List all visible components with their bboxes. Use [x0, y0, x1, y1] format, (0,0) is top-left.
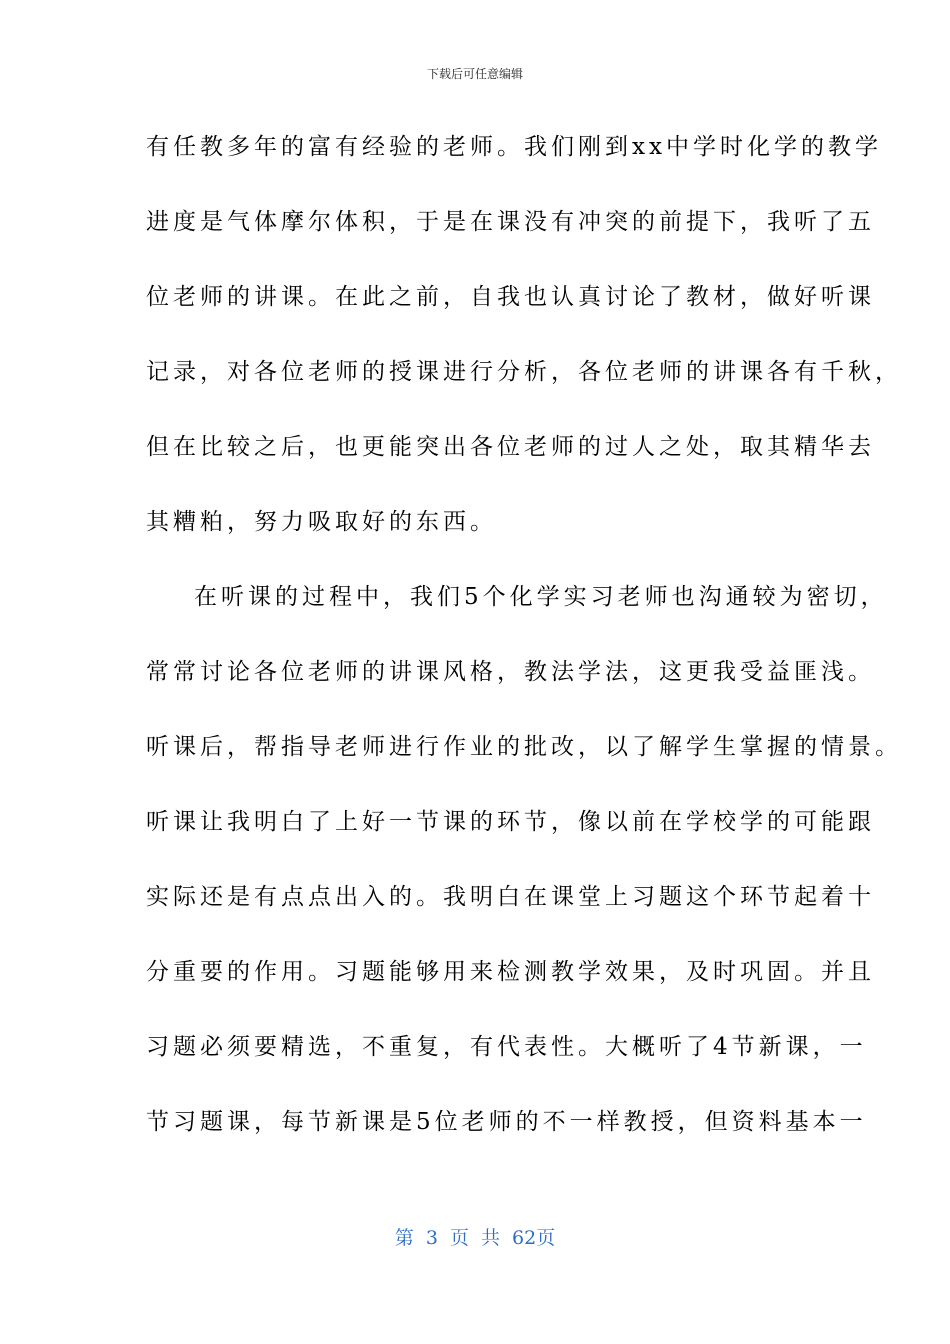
body-line: 实际还是有点点出入的。我明白在课堂上习题这个环节起着十	[146, 884, 875, 910]
page-header-note: 下载后可任意编辑	[426, 67, 523, 81]
body-line: 听课让我明白了上好一节课的环节，像以前在学校学的可能跟	[146, 809, 875, 835]
document-body	[146, 118, 902, 1168]
body-line: 有任教多年的富有经验的老师。我们刚到xx中学时化学的教学	[146, 134, 882, 160]
body-line: 节习题课，每节新课是5位老师的不一样教授，但资料基本一	[146, 1109, 867, 1135]
page-number-footer: 第 3 页 共 62页	[394, 1227, 556, 1249]
body-line: 听课后，帮指导老师进行作业的批改，以了解学生掌握的情景。	[146, 734, 902, 760]
body-line: 习题必须要精选，不重复，有代表性。大概听了4节新课，一	[146, 1034, 867, 1060]
body-line: 位老师的讲课。在此之前，自我也认真讨论了教材，做好听课	[146, 284, 875, 310]
body-line-paragraph-start: 在听课的过程中，我们5个化学实习老师也沟通较为密切，	[194, 584, 888, 610]
body-line: 进度是气体摩尔体积，于是在课没有冲突的前提下，我听了五	[146, 209, 875, 235]
body-line: 记录，对各位老师的授课进行分析，各位老师的讲课各有千秋，	[146, 359, 902, 385]
body-line: 常常讨论各位老师的讲课风格，教法学法，这更我受益匪浅。	[146, 659, 875, 685]
body-line: 但在比较之后，也更能突出各位老师的过人之处，取其精华去	[146, 434, 875, 460]
body-line: 其糟粕，努力吸取好的东西。	[146, 509, 497, 535]
body-line: 分重要的作用。习题能够用来检测教学效果，及时巩固。并且	[146, 959, 875, 985]
